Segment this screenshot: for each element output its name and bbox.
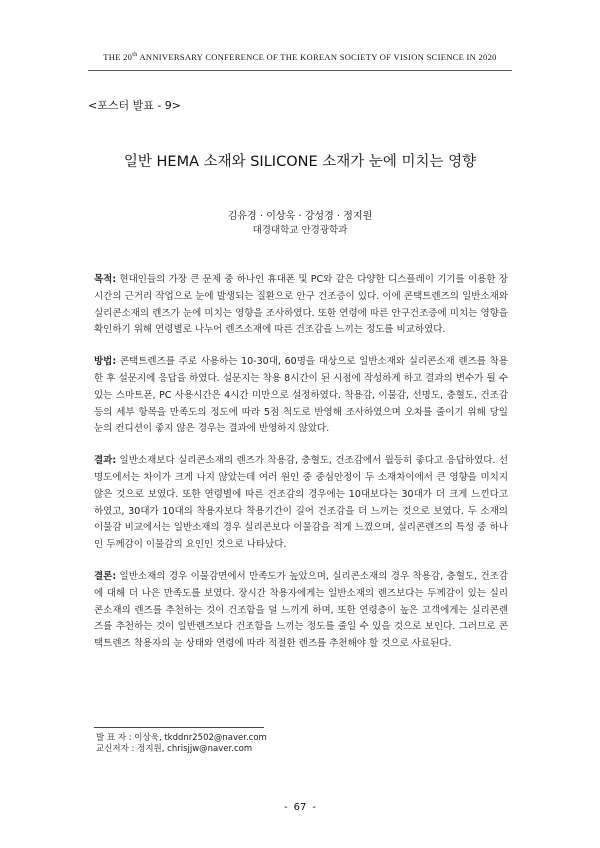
section-results [94,453,508,554]
paper-title: 일반 HEMA 소재와 SILICONE 소재가 눈에 미치는 영향 [123,154,477,170]
abstract-body [94,272,508,668]
section-conclusion [94,569,508,653]
footnote-divider [94,727,264,728]
header-divider [88,70,512,71]
conference-suffix: ANNIVERSARY CONFERENCE OF THE KOREAN SOCIETY OF VISION SCIENCE IN 2020 [137,52,497,62]
section-text: 일반소재보다 실리콘소재의 렌즈가 착용감, 충혈도, 건조감에서 월등히 좋다고 응답하였다. 선명도에서는 차이가 크게 나지 않았는데 여러 원인 중 중심안정이 두 소재차이에서 큰 영향을 미치지 않은 것으로 보였다. 또한 연령별에 따른 건조감의 경우에는 10대보다는 30대가 더 크게 느낀다고 하였고, 30대가 10대의 착용자보다 착용기간이 길어 건조감을 더 느끼는 것으로 보였다. 두 소재의 이물감 비교에서는 일반소재의 경우 실리콘보다 이물감을 적게 느꼈으며, 실리콘렌즈의 특성 중 하나인 두께감이 이물감의 요인인 것으로 나타났다. [94,455,508,551]
presenter-footnote: 발 표 자 : 이상욱, tkddnr2502@naver.com [96,733,267,743]
section-heading: 결과: [94,455,117,467]
section-text: 현대인들의 가장 큰 문제 중 하나인 휴대폰 및 PC와 같은 다양한 디스플레이 기기를 이용한 장시간의 근거리 작업으로 눈에 발생되는 질환으로 안구 건조증이 있다. 이에 콘택트렌즈의 일반소재와 실리콘소재의 렌즈가 눈에 미치는 영향을 조사하였다. 또한 연령에 따른 안구건조증에 미치는 영향을 확인하기 위해 연령별로 나누어 렌즈소재에 따른 건조감을 느끼는 정도를 비교하였다. [94,274,508,336]
dash: - [284,802,288,813]
page-number-value: 67 [293,802,307,813]
section-purpose [94,272,508,339]
section-method [94,354,508,438]
section-heading: 방법: [94,356,117,368]
section-text: 일반소재의 경우 이물감면에서 만족도가 높았으며, 실리콘소재의 경우 착용감, 충혈도, 건조감에 대해 더 나은 만족도를 보였다. 장시간 착용자에게는 일반소재의 렌즈보다는 두께감이 있는 실리콘소재의 렌즈를 추천하는 것이 건조함을 덜 느끼게 하며, 또한 연령층이 높은 고객에게는 실리콘렌즈를 추천하는 것이 일반렌즈보다 건조함을 느끼는 정도를 줄일 수 있을 것으로 보인다. 그러므로 콘택트렌즈 착용자의 눈 상태와 연령에 따라 적절한 렌즈를 추천해야 할 것으로 사료된다. [94,570,508,650]
footnotes [96,733,267,755]
conference-sup: th [132,52,138,59]
section-heading: 목적: [94,274,117,285]
author-list: 김유경 · 이상욱 · 강성경 · 정지원 [227,211,373,222]
section-heading: 결론: [94,570,117,582]
corresponding-author-footnote: 교신저자 : 정지원, chrisjjw@naver.com [96,744,253,754]
dash: - [312,802,316,813]
poster-label: <포스터 발표 - 9> [88,99,182,112]
conference-header [0,52,600,62]
section-text: 콘택트렌즈를 주로 사용하는 10-30대, 60명을 대상으로 일반소재와 실리콘소재 렌즈를 착용한 후 설문지에 응답을 하였다. 설문지는 착용 8시간이 된 시점에 작성하게 하고 결과의 변수가 될 수 있는 스마트폰, PC 사용시간은 4시간 미만으로 설정하였다. 착용감, 이물감, 선명도, 충혈도, 건조감 등의 세부 항목을 만족도의 정도에 따라 5점 척도로 반영해 조사하였으며 오차를 줄이기 위해 당일 눈의 컨디션이 좋지 않은 경우는 결과에 반영하지 않았다. [94,356,508,435]
affiliation: 대경대학교 안경광학과 [252,225,348,236]
conference-prefix: THE 20 [103,52,133,62]
page-number [0,802,600,813]
